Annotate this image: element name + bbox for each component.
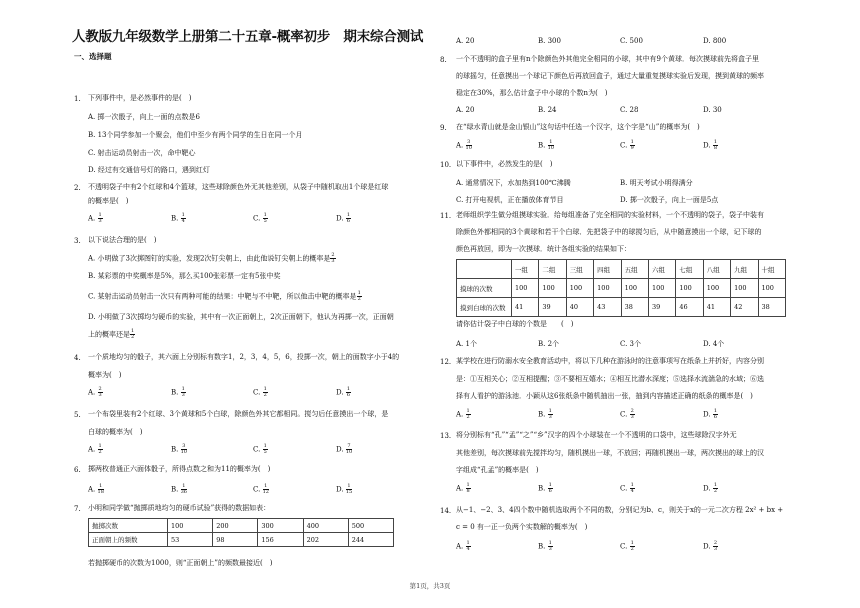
- table-cell: 300: [258, 519, 303, 533]
- option-a: A. 掷一次骰子，向上一面的点数是6: [88, 113, 200, 121]
- option-d: D. $\frac{1}{6}$: [703, 408, 718, 420]
- table-cell: 38: [758, 298, 785, 317]
- table-cell: 39: [539, 298, 566, 317]
- table-cell: 100: [703, 279, 730, 298]
- question-stem: 以下说法合理的是( ): [88, 236, 157, 244]
- question-number: 13.: [440, 432, 452, 440]
- option-b: B. 13个同学参加一个聚会，他们中至少有两个同学的生日在同一个月: [88, 131, 303, 139]
- section-heading: 一、选择题: [74, 52, 112, 61]
- option-a: A. 20: [456, 37, 475, 45]
- option-c: C. $\frac{2}{3}$: [620, 408, 634, 420]
- option-d: D. $\frac{2}{3}$: [703, 540, 718, 552]
- table-cell: 二组: [539, 260, 566, 279]
- question-stem-cont: 若抛掷硬币的次数为1000，则“正面朝上”的频数最接近( ): [88, 559, 273, 567]
- option-a: A. $\frac{1}{18}$: [88, 483, 104, 495]
- table-row: [89, 519, 394, 533]
- option-b: B. $\frac{1}{3}$: [171, 386, 185, 398]
- question-stem: 以下事件中，必然发生的是( ): [456, 160, 553, 168]
- option-c: C. $\frac{1}{2}$: [253, 386, 267, 398]
- page-title: 人教版九年级数学上册第二十五章-概率初步 期末综合测试: [72, 29, 424, 45]
- option-d: D. $\frac{1}{8}$: [703, 139, 718, 151]
- question-number: 8.: [440, 56, 447, 64]
- option-c: C. $\frac{1}{2}$: [620, 540, 634, 552]
- table-cell: 100: [758, 279, 785, 298]
- table-cell: 400: [303, 519, 348, 533]
- table-cell: 五组: [621, 260, 648, 279]
- question-number: 14.: [440, 507, 452, 515]
- ball-data-table: [456, 259, 786, 317]
- question-stem: 一个质地均匀的骰子，其六面上分别标有数字1，2，3，4，5，6，投掷一次，朝上的面数字小于4的: [88, 353, 400, 361]
- table-cell: 39: [648, 298, 675, 317]
- question-stem-cont: 白球的概率为( ): [88, 428, 143, 436]
- option-d: D. $\frac{1}{6}$: [336, 212, 351, 224]
- table-cell: 202: [303, 533, 348, 547]
- option-d: D. 30: [703, 106, 722, 114]
- option-d-cont: 上的概率还是 $\frac{1}{2}$: [88, 328, 135, 340]
- option-b: B. 24: [538, 106, 557, 114]
- page-footer: 第1页，共3页: [409, 582, 451, 590]
- option-c: C. 射击运动员射击一次，命中靶心: [88, 149, 196, 157]
- question-stem-cont: 其他差别，每次摸球前先搅拌均匀，随机摸出一球，不放回；再随机摸出一球，两次摸出的球上的汉: [456, 449, 764, 457]
- table-cell: 156: [258, 533, 303, 547]
- option-c: C. 3个: [620, 340, 642, 348]
- option-d: D. $\frac{7}{10}$: [336, 443, 353, 455]
- option-b: B. $\frac{1}{36}$: [171, 483, 187, 495]
- option-c: C. 打开电视机，正在播放体育节目: [456, 196, 564, 204]
- table-cell: 200: [213, 519, 258, 533]
- question-stem: 从−1、−2、3、4四个数中随机选取两个不同的数，分别记为b、c，则关于x的一元二次方程 2x² + bx +: [456, 506, 784, 514]
- option-d: D. 经过有交通信号灯的路口，遇到红灯: [88, 166, 210, 174]
- table-header-row: [457, 260, 786, 279]
- table-cell: 八组: [703, 260, 730, 279]
- option-c: C. 28: [620, 106, 639, 114]
- option-d: D. $\frac{1}{2}$: [703, 482, 718, 494]
- table-cell: 100: [621, 279, 648, 298]
- table-cell: 100: [648, 279, 675, 298]
- option-a: A. $\frac{2}{3}$: [88, 386, 102, 398]
- option-b: B. $\frac{1}{4}$: [171, 212, 185, 224]
- option-b: B. 300: [538, 37, 561, 45]
- question-number: 11.: [440, 212, 452, 220]
- table-cell: 抛掷次数: [89, 519, 168, 533]
- table-cell: 100: [676, 279, 703, 298]
- table-cell: 三组: [566, 260, 593, 279]
- question-stem-cont: c = 0 有一正一负两个实数解的概率为( ): [456, 523, 588, 531]
- question-stem: 掷两枚普通正六面体骰子，所得点数之和为11的概率为( ): [88, 465, 271, 473]
- table-cell: 九组: [731, 260, 758, 279]
- option-b: B. 2个: [538, 340, 560, 348]
- table-cell: 42: [731, 298, 758, 317]
- question-stem: 将分别标有“孔”“孟”“之”“乡”汉字的四个小球装在一个不透明的口袋中，这些球除汉字外无: [456, 431, 737, 439]
- option-c: C. $\frac{1}{5}$: [253, 443, 267, 455]
- option-a: A. 20: [456, 106, 475, 114]
- question-stem: 不透明袋子中有2个红球和4个篮球，这些球除颜色外无其他差别，从袋子中随机取出1个球是红球: [88, 183, 389, 191]
- option-d: D. $\frac{1}{6}$: [336, 386, 351, 398]
- option-b: B. 明天考试小明得满分: [620, 179, 693, 187]
- question-stem-cont: 颜色再放回，即为一次摸球．统计各组实验的结果如下：: [456, 245, 631, 253]
- option-a: A. $\frac{1}{2}$: [456, 408, 470, 420]
- question-stem-cont: 择有人看护的游泳池．小颖从这6张纸条中随机抽出一张，抽到内容描述正确的纸条的概率是( ): [456, 392, 753, 400]
- question-number: 6.: [74, 466, 81, 474]
- option-c: C. 500: [620, 37, 643, 45]
- question-ask: 请你估计袋子中白球的个数是 ( ): [456, 320, 574, 328]
- table-cell: 六组: [648, 260, 675, 279]
- table-cell: 十组: [758, 260, 785, 279]
- table-cell: 100: [566, 279, 593, 298]
- table-cell: 四组: [594, 260, 621, 279]
- question-number: 9.: [440, 124, 447, 132]
- option-b: B. $\frac{3}{10}$: [171, 443, 187, 455]
- question-stem: 一个不透明的盒子里有n个除颜色外其他完全相同的小球，其中有9个黄球．每次摸球前先将盒子里: [456, 55, 759, 63]
- option-d: D. 800: [703, 37, 727, 45]
- question-stem-cont: 概率为( ): [88, 371, 122, 379]
- option-b: B. 某彩票的中奖概率是5%，那么买100张彩票一定有5张中奖: [88, 272, 281, 280]
- table-row: [457, 279, 786, 298]
- option-d: D. 掷一次骰子，向上一面是5点: [620, 196, 719, 204]
- option-a: A. 小明做了3次掷图钉的实验，发现2次钉尖朝上，由此他说钉尖朝上的概率是 $\frac{2}{3}$: [88, 252, 335, 264]
- option-b: B. $\frac{1}{3}$: [538, 408, 552, 420]
- question-stem: 下列事件中，是必然事件的是( ): [88, 94, 192, 102]
- option-b: B. $\frac{1}{10}$: [538, 139, 554, 151]
- table-cell: 98: [213, 533, 258, 547]
- table-cell: [457, 260, 512, 279]
- table-cell: 摸到白球的次数: [457, 298, 512, 317]
- table-cell: 41: [512, 298, 539, 317]
- table-cell: 500: [348, 519, 393, 533]
- question-stem-cont: 的概率是( ): [88, 197, 129, 205]
- question-stem: 一个布袋里装有2个红球、3个黄球和5个白球，除颜色外其它都相同。搅匀后任意摸出一个球，是: [88, 410, 389, 418]
- table-cell: 43: [594, 298, 621, 317]
- question-number: 7.: [74, 505, 81, 513]
- question-stem-cont: 字组成“孔孟”的概率是( ): [456, 466, 539, 474]
- table-cell: 38: [621, 298, 648, 317]
- table-cell: 摸球的次数: [457, 279, 512, 298]
- question-number: 2.: [74, 184, 81, 192]
- option-a: A. 通常情况下，水加热到100℃沸腾: [456, 179, 571, 187]
- table-cell: 100: [731, 279, 758, 298]
- question-stem: 某学校在进行防溺水安全教育活动中，将以下几种在游泳时的注意事项写在纸条上并折好，内容分别: [456, 357, 764, 365]
- option-a: A. $\frac{3}{10}$: [456, 139, 472, 151]
- option-a: A. $\frac{1}{3}$: [88, 212, 102, 224]
- option-c: C. $\frac{1}{4}$: [620, 482, 634, 494]
- coin-data-table: [88, 518, 394, 547]
- table-cell: 正面朝上的频数: [89, 533, 168, 547]
- table-cell: 七组: [676, 260, 703, 279]
- question-number: 10.: [440, 161, 452, 169]
- option-b: B. $\frac{1}{6}$: [538, 482, 552, 494]
- question-stem-cont: 稳定在30%，那么估计盒子中小球的个数n为( ): [456, 89, 608, 97]
- option-d: D. 小明做了3次掷均匀硬币的实验，其中有一次正面朝上，2次正面朝下，他认为再掷一次，正面朝: [88, 313, 394, 321]
- question-stem: 在“绿水青山就是金山银山”这句话中任选一个汉字，这个字是“山”的概率为( ): [456, 123, 700, 131]
- table-cell: 41: [703, 298, 730, 317]
- option-a: A. $\frac{1}{8}$: [456, 482, 470, 494]
- option-a: A. 1个: [456, 340, 477, 348]
- table-cell: 40: [566, 298, 593, 317]
- question-stem-cont: 除颜色外都相同的3个黄球和若干个白球．先把袋子中的球搅匀后，从中随意摸出一个球，记下球的: [456, 228, 762, 236]
- question-number: 5.: [74, 411, 81, 419]
- table-cell: 53: [168, 533, 213, 547]
- question-stem-cont: 是：①互相关心；②互相提醒；③不要相互嬉水；④相互比潜水深度；⑤选择水流湍急的水域；⑥选: [456, 375, 764, 383]
- question-stem-cont: 的球摇匀，任意摸出一个球记下颜色后再放回盒子，通过大量重复摸球实验后发现，摸到黄球的频率: [456, 72, 764, 80]
- option-a: A. $\frac{1}{2}$: [88, 443, 102, 455]
- question-number: 3.: [74, 237, 81, 245]
- question-number: 12.: [440, 358, 452, 366]
- option-c: C. $\frac{1}{5}$: [253, 212, 267, 224]
- table-cell: 46: [676, 298, 703, 317]
- option-d: D. 4个: [703, 340, 725, 348]
- question-number: 1.: [74, 95, 81, 103]
- option-c: C. $\frac{1}{9}$: [620, 139, 634, 151]
- option-c: C. 某射击运动员射击一次只有两种可能的结果：中靶与不中靶，所以他击中靶的概率是 $\frac{1}{2}$: [88, 290, 361, 302]
- option-d: D. $\frac{1}{15}$: [336, 483, 353, 495]
- table-cell: 100: [594, 279, 621, 298]
- option-c: C. $\frac{1}{12}$: [253, 483, 269, 495]
- question-number: 4.: [74, 354, 81, 362]
- table-cell: 100: [539, 279, 566, 298]
- option-b: B. $\frac{1}{3}$: [538, 540, 552, 552]
- question-stem: 老师组织学生做分组摸球实验．给每组准备了完全相同的实验材料，一个不透明的袋子，袋子中装有: [456, 211, 764, 219]
- table-row: [457, 298, 786, 317]
- option-a: A. $\frac{1}{4}$: [456, 540, 470, 552]
- table-cell: 一组: [512, 260, 539, 279]
- table-row: [89, 533, 394, 547]
- table-cell: 100: [512, 279, 539, 298]
- table-cell: 244: [348, 533, 393, 547]
- table-cell: 100: [168, 519, 213, 533]
- question-stem: 小明和同学做“抛掷质地均匀的硬币试验”获得的数据如表：: [88, 504, 271, 512]
